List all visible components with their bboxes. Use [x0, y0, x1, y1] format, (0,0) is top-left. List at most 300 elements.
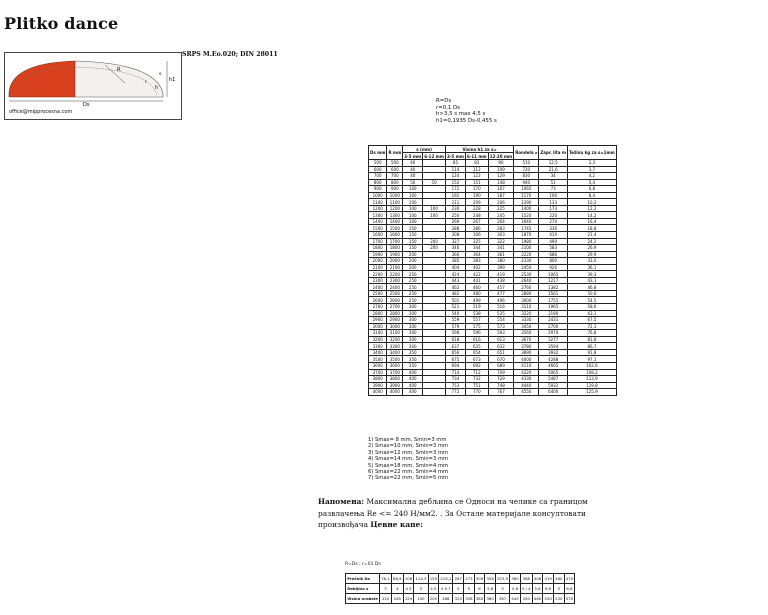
table-cell: 482 — [445, 290, 465, 297]
table-cell: 2400 — [369, 284, 387, 291]
table-cell: 422 — [465, 271, 488, 278]
table-cell: 3220 — [514, 310, 539, 317]
table-cell: 1640 — [514, 218, 539, 225]
table-cell: 14,2 — [568, 212, 617, 219]
table-cell: 108,2 — [568, 369, 617, 376]
table-cell: 300 — [403, 304, 423, 311]
table-cell: 654 — [465, 349, 488, 356]
table-cell: 675 — [445, 356, 465, 363]
table-cell: 86,7 — [568, 343, 617, 350]
table-cell: 36,1 — [568, 264, 617, 271]
caps-cell: 5,6 — [532, 584, 543, 594]
table-cell: 250 — [403, 284, 423, 291]
table-cell: 2100 — [514, 245, 539, 252]
table-cell: 200 — [403, 264, 423, 271]
table-cell: 3700 — [387, 369, 403, 376]
table-cell: 151 — [465, 179, 488, 186]
caps-cell: 267 — [453, 574, 464, 584]
table-cell: 1100 — [369, 199, 387, 206]
table-cell: 8,4 — [568, 192, 617, 199]
ds-label: Ds — [83, 102, 90, 108]
table-cell: 100 — [403, 199, 423, 206]
table-cell: 521 — [445, 304, 465, 311]
table-cell: 593 — [488, 330, 514, 337]
table-cell: 21,6 — [539, 166, 568, 173]
col-head: Zapr. lita m — [539, 146, 568, 160]
table-cell: 656 — [445, 349, 465, 356]
table-cell: 109 — [488, 166, 514, 173]
table-cell: 43,1 — [568, 277, 617, 284]
caps-cell: 4 5 — [403, 584, 414, 594]
table-cell: 2700 — [387, 304, 403, 311]
table-cell: 325 — [465, 238, 488, 245]
table-cell: 1065 — [514, 186, 539, 193]
table-cell: 4550 — [514, 389, 539, 396]
r-label: R — [117, 67, 121, 73]
table-cell: 83 — [465, 160, 488, 167]
table-cell: 900 — [387, 186, 403, 193]
table-cell: 16,4 — [568, 218, 617, 225]
table-cell: 3300 — [387, 343, 403, 350]
table-cell: 3300 — [369, 343, 387, 350]
table-cell: 3600 — [387, 362, 403, 369]
table-cell: 2000 — [369, 258, 387, 265]
table-cell: 2450 — [514, 264, 539, 271]
col-subhead: 3-5 mm — [404, 153, 422, 159]
col-head: R mm — [387, 146, 403, 160]
caps-cell: 6,6 — [543, 584, 554, 594]
table-cell: 220 — [539, 212, 568, 219]
table-cell: 129 — [488, 173, 514, 180]
table-cell: 596 — [465, 330, 488, 337]
caps-cell: 4 5 — [428, 584, 439, 594]
table-cell: 34 — [539, 173, 568, 180]
table-cell: 4,2 — [568, 173, 617, 180]
caps-cell: 5 — [453, 584, 464, 594]
table-cell: 410 — [539, 232, 568, 239]
table-cell: 3800 — [387, 376, 403, 383]
email-text: office@mipprocesna.com — [9, 109, 73, 115]
caps-cell: 6 — [474, 584, 485, 594]
table-cell: 575 — [465, 323, 488, 330]
table-cell: 419 — [488, 271, 514, 278]
caps-cell: 380 — [485, 594, 496, 604]
table-cell: 2200 — [369, 271, 387, 278]
table-cell: 600 — [387, 166, 403, 173]
table-cell: 3450 — [514, 323, 539, 330]
r-small-label: r — [145, 80, 147, 85]
caps-table — [345, 573, 575, 604]
table-cell: 1800 — [369, 245, 387, 252]
table-cell: 172 — [445, 186, 465, 193]
table-cell: 4220 — [514, 369, 539, 376]
table-cell: 2880 — [514, 290, 539, 297]
table-cell: 2700 — [369, 304, 387, 311]
table-cell: 4288 — [539, 356, 568, 363]
smax-line: 2) Smax=10 mm, Smin=3 mm — [368, 443, 449, 450]
table-cell: 700 — [369, 173, 387, 180]
table-cell: 6,8 — [568, 186, 617, 193]
table-cell: 519 — [465, 304, 488, 311]
table-cell: 100 — [423, 205, 446, 212]
caps-cell: 88,9 — [391, 574, 403, 584]
table-cell: 6400 — [539, 389, 568, 396]
table-cell: 1500 — [387, 225, 403, 232]
table-cell: 327 — [445, 238, 465, 245]
formula-line: h>3,5 s max 4,5 s — [436, 111, 486, 118]
table-cell: 499 — [465, 297, 488, 304]
table-cell: 100 — [423, 212, 446, 219]
table-cell: 1561 — [539, 290, 568, 297]
table-cell: 3100 — [369, 330, 387, 337]
caps-cell: 445 — [510, 594, 521, 604]
table-cell: 1100 — [387, 199, 403, 206]
formula-block — [436, 98, 497, 124]
table-cell: 85 — [445, 160, 465, 167]
table-cell: 125,9 — [568, 389, 617, 396]
table-cell: 616 — [465, 336, 488, 343]
table-cell: 3000 — [369, 323, 387, 330]
table-cell: 100 — [539, 192, 568, 199]
caps-cell: 320 — [453, 594, 464, 604]
table-cell: 322 — [488, 238, 514, 245]
table-cell: 2500 — [369, 290, 387, 297]
caps-cell: 470 — [564, 574, 575, 584]
col-subhead: 6-12 mm — [424, 153, 444, 159]
table-cell: 100 — [403, 205, 423, 212]
table-cell: 3000 — [387, 323, 403, 330]
caps-cell: 5 — [464, 584, 475, 594]
table-cell: 341 — [488, 245, 514, 252]
table-cell: 29,9 — [568, 251, 617, 258]
table-cell: 4000 — [514, 356, 539, 363]
table-cell: 496 — [488, 297, 514, 304]
caps-cell: 114,3 — [414, 574, 428, 584]
caps-cell: 6,6 — [564, 584, 575, 594]
table-cell: 211 — [445, 199, 465, 206]
table-cell: 3800 — [369, 376, 387, 383]
table-cell: 694 — [445, 362, 465, 369]
table-cell: 40 — [403, 160, 423, 167]
table-cell: 5065 — [539, 369, 568, 376]
table-cell: 579 — [445, 323, 465, 330]
table-cell: 441 — [465, 277, 488, 284]
table-cell: 100 — [403, 186, 423, 193]
caps-cell: 5,6 — [510, 584, 521, 594]
table-cell: 300 — [403, 317, 423, 324]
table-cell: 686 — [539, 251, 568, 258]
table-cell: 33,0 — [568, 258, 617, 265]
table-cell: 288 — [445, 225, 465, 232]
table-cell: 209 — [465, 199, 488, 206]
table-cell: 535 — [488, 310, 514, 317]
table-cell — [423, 389, 446, 396]
table-cell: 366 — [445, 251, 465, 258]
caps-cell: 108 — [403, 574, 414, 584]
table-cell: 3594 — [539, 343, 568, 350]
caps-cell: 450 — [520, 594, 532, 604]
caps-cell: 150 — [414, 594, 428, 604]
table-cell: 689 — [488, 362, 514, 369]
table-cell: 500 — [369, 160, 387, 167]
table-cell: 3500 — [369, 356, 387, 363]
table-cell: 336 — [539, 225, 568, 232]
smax-line: 7) Smax=22 mm, Smin=5 mm — [368, 475, 449, 482]
formula-line: R=Ds — [436, 98, 452, 104]
table-cell: 170 — [465, 186, 488, 193]
table-cell: 632 — [488, 343, 514, 350]
table-cell: 4000 — [387, 389, 403, 396]
table-cell: 926 — [539, 264, 568, 271]
table-cell: 250 — [403, 290, 423, 297]
table-cell: 1400 — [514, 205, 539, 212]
table-cell: 2640 — [514, 277, 539, 284]
table-cell: 269 — [445, 218, 465, 225]
table-cell: 1700 — [369, 238, 387, 245]
table-cell: 245 — [488, 212, 514, 219]
table-cell: 200 — [403, 258, 423, 265]
table-cell: 613 — [488, 336, 514, 343]
table-cell: 400 — [403, 389, 423, 396]
caps-cell: 309 — [474, 574, 485, 584]
table-cell: 2600 — [369, 297, 387, 304]
table-cell: 732 — [465, 376, 488, 383]
table-cell: 300 — [403, 330, 423, 337]
table-cell: 3330 — [514, 317, 539, 324]
caps-cell: 3 — [414, 584, 428, 594]
table-cell: 303 — [488, 232, 514, 239]
table-cell: 1065 — [539, 271, 568, 278]
table-cell: 51 — [539, 179, 568, 186]
table-cell: 3277 — [539, 336, 568, 343]
table-cell: 200 — [403, 251, 423, 258]
table-cell: 350 — [403, 356, 423, 363]
table-cell: 39,3 — [568, 271, 617, 278]
caps-cell: 460 — [553, 574, 564, 584]
caps-cell: 356 — [485, 574, 496, 584]
table-cell: 3200 — [387, 336, 403, 343]
note-caps-heading: Цевне капе: — [370, 520, 423, 529]
caps-cell: 110 — [380, 594, 392, 604]
table-cell: 1900 — [369, 251, 387, 258]
caps-row-label: Prečnik Ds — [346, 574, 380, 584]
col-subhead: 3-5 mm — [446, 153, 464, 159]
table-cell: 344 — [465, 245, 488, 252]
caps-row-label: Debljina s — [346, 584, 380, 594]
table-cell: 364 — [465, 251, 488, 258]
caps-cell: 419 — [543, 574, 554, 584]
table-cell: 114 — [445, 166, 465, 173]
table-cell: 300 — [403, 323, 423, 330]
table-cell: 124 — [445, 173, 465, 180]
table-cell: 122 — [465, 173, 488, 180]
h-label: h — [155, 85, 159, 91]
table-cell: 800 — [539, 258, 568, 265]
table-cell: 399 — [488, 264, 514, 271]
table-cell: 2100 — [387, 264, 403, 271]
table-cell: 3932 — [539, 349, 568, 356]
h1-label: h1 — [169, 77, 176, 83]
table-cell: 72,1 — [568, 323, 617, 330]
table-cell: 133 — [539, 199, 568, 206]
table-cell: 692 — [465, 362, 488, 369]
table-cell: 50 — [403, 179, 423, 186]
table-cell: 150 — [403, 225, 423, 232]
caps-cell: 380 — [474, 594, 485, 604]
table-cell: 113,9 — [568, 376, 617, 383]
dimensions-table — [368, 145, 617, 396]
table-cell: 67,5 — [568, 317, 617, 324]
table-cell: 100 — [403, 192, 423, 199]
table-cell: 1400 — [369, 218, 387, 225]
caps-cell: 159 — [428, 574, 439, 584]
table-cell: 274 — [539, 218, 568, 225]
caps-cell: 358 — [464, 594, 475, 604]
table-cell: 119,8 — [568, 382, 617, 389]
table-cell: 598 — [445, 330, 465, 337]
table-cell: 3700 — [369, 369, 387, 376]
caps-cell: 323,9 — [495, 574, 509, 584]
smax-line: 6) Smax=22 mm, Smin=4 mm — [368, 469, 449, 476]
caps-row — [346, 574, 575, 584]
table-cell: 1382 — [539, 284, 568, 291]
table-cell: 3670 — [514, 336, 539, 343]
table-cell: 3200 — [369, 336, 387, 343]
table-cell: 516 — [488, 304, 514, 311]
table-cell: 12,2 — [568, 205, 617, 212]
table-cell: 200 — [423, 245, 446, 252]
caps-cell: 5 — [495, 584, 509, 594]
col-subhead: 12-20 mm — [489, 153, 513, 159]
table-cell: 230 — [445, 205, 465, 212]
table-cell: 3,7 — [568, 166, 617, 173]
table-cell: 460 — [465, 284, 488, 291]
table-cell: 300 — [403, 310, 423, 317]
smax-line: 1) Smax= 8 mm, Smin=3 mm — [368, 437, 447, 443]
caps-formula: R=Ds ; r=01 Ds — [345, 562, 381, 567]
caps-cell: 367 — [495, 594, 509, 604]
table-cell: 150 — [403, 245, 423, 252]
formula-line: r=0,1 Ds — [436, 104, 460, 111]
table-cell: 190 — [465, 192, 488, 199]
table-cell: 21,4 — [568, 232, 617, 239]
table-cell: 751 — [465, 382, 488, 389]
table-cell: 1500 — [369, 225, 387, 232]
table-cell: 800 — [369, 179, 387, 186]
table-cell: 300 — [403, 336, 423, 343]
table-cell: 767 — [488, 389, 514, 396]
table-cell: 167 — [488, 186, 514, 193]
table-cell: 1745 — [514, 225, 539, 232]
caps-cell: 219,1 — [439, 574, 453, 584]
table-cell: 1170 — [514, 192, 539, 199]
table-cell: 1300 — [369, 212, 387, 219]
table-cell: 3400 — [387, 349, 403, 356]
caps-cell: 368 — [520, 574, 532, 584]
table-cell: 400 — [403, 376, 423, 383]
table-cell: 830 — [514, 173, 539, 180]
table-cell: 18,8 — [568, 225, 617, 232]
table-cell: 673 — [465, 356, 488, 363]
col-head: Rondela ⌀ — [514, 146, 539, 160]
table-cell: 438 — [488, 277, 514, 284]
dished-head-diagram — [4, 52, 182, 120]
caps-cell: 570 — [564, 594, 575, 604]
table-cell: 700 — [387, 173, 403, 180]
table-cell: 73 — [539, 186, 568, 193]
col-subhead: 6-11 mm — [466, 153, 487, 159]
caps-cell: 5,6 — [485, 584, 496, 594]
table-cell: 2190 — [539, 310, 568, 317]
caps-cell: 5 / 4 — [520, 584, 532, 594]
table-cell: 770 — [465, 389, 488, 396]
table-cell: 477 — [488, 290, 514, 297]
table-cell: 50 — [423, 179, 446, 186]
table-cell: 2600 — [387, 297, 403, 304]
table-cell: 380 — [488, 258, 514, 265]
table-cell: 1965 — [539, 304, 568, 311]
table-cell: 91,8 — [568, 349, 617, 356]
caps-cell: 268 — [439, 594, 453, 604]
table-cell: 63,1 — [568, 310, 617, 317]
table-cell: 54,5 — [568, 297, 617, 304]
caps-cell: 273 — [464, 574, 475, 584]
table-cell: 2100 — [369, 264, 387, 271]
table-cell: 1755 — [539, 297, 568, 304]
table-cell: 3600 — [369, 362, 387, 369]
table-cell: 150 — [403, 232, 423, 239]
table-cell: 3400 — [369, 349, 387, 356]
table-cell: 150 — [403, 238, 423, 245]
table-cell: 206 — [488, 199, 514, 206]
table-cell: 187 — [488, 192, 514, 199]
table-cell: 2800 — [387, 310, 403, 317]
table-cell: 5932 — [539, 382, 568, 389]
table-cell: 712 — [465, 369, 488, 376]
table-cell: 462 — [445, 284, 465, 291]
smax-line: 3) Smax=12 mm, Smin=3 mm — [368, 449, 449, 456]
col-head: Ds mm — [369, 146, 387, 160]
table-cell: 443 — [445, 277, 465, 284]
caps-cell: 205 — [428, 594, 439, 604]
table-cell: 618 — [445, 336, 465, 343]
table-cell: 2400 — [387, 284, 403, 291]
table-cell: 651 — [488, 349, 514, 356]
table-cell: 402 — [465, 264, 488, 271]
table-cell: 300 — [403, 343, 423, 350]
table-cell: 152 — [445, 179, 465, 186]
table-cell: 714 — [445, 369, 465, 376]
table-cell: 350 — [403, 349, 423, 356]
table-cell: 940 — [514, 179, 539, 186]
table-cell: 46,8 — [568, 284, 617, 291]
table-cell: 554 — [488, 317, 514, 324]
table-cell: 3890 — [514, 349, 539, 356]
table-cell: 3900 — [369, 382, 387, 389]
table-cell: 1520 — [514, 212, 539, 219]
table-cell: 3500 — [387, 356, 403, 363]
smax-line: 4) Smax=14 mm, Smin=3 mm — [368, 456, 449, 463]
note-paragraph — [318, 496, 608, 531]
table-cell: 1900 — [387, 251, 403, 258]
table-cell: 5487 — [539, 376, 568, 383]
table-cell: 102,6 — [568, 362, 617, 369]
table-cell: 2330 — [514, 258, 539, 265]
table-cell: 2200 — [387, 271, 403, 278]
col-head: s (mm) — [403, 146, 446, 153]
table-cell: 1600 — [387, 232, 403, 239]
col-head: Težina kg za s=1mm — [568, 146, 617, 160]
